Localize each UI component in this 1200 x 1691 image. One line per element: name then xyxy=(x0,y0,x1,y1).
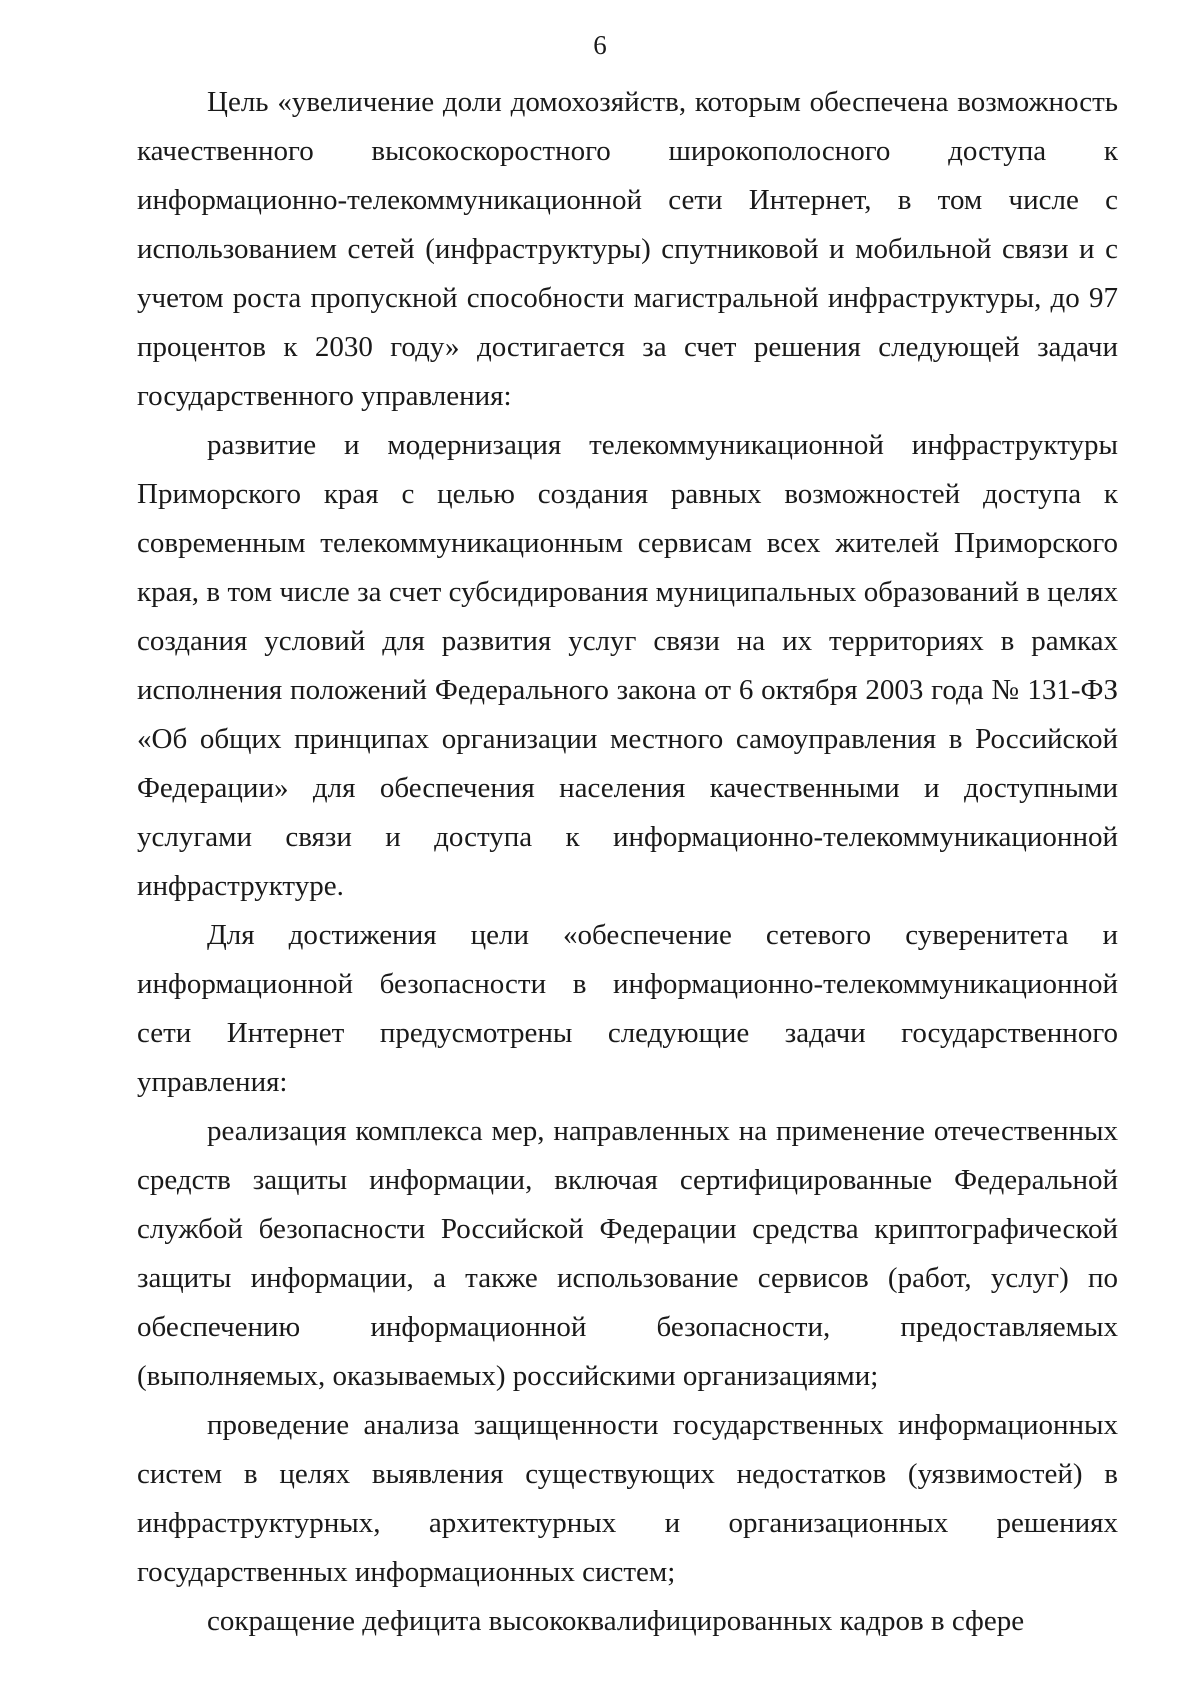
paragraph-task-security-analysis: проведение анализа защищенности государственных информационных систем в целях выявления существующих недостатков (уязвимостей) в инфраструктурных, архитектурных и организационных решениях государственных информационных систем; xyxy=(137,1409,1118,1588)
paragraph-task-telecom-infrastructure: развитие и модернизация телекоммуникационной инфраструктуры Приморского края с целью создания равных возможностей доступа к современным телекоммуникационным сервисам всех жителей Приморского края, в том числе за счет субсидирования муниципальных образований в целях создания условий для развития услуг связи на их территориях в рамках исполнения положений Федерального закона от 6 октября 2003 года № 131-ФЗ «Об общих принципах организации местного самоуправления в Российской Федерации» для обеспечения населения качественными и доступными услугами связи и доступа к информационно-телекоммуникационной инфраструктуре. xyxy=(137,429,1118,902)
paragraph-task-staff-shortage: сокращение дефицита высококвалифицированных кадров в сфере xyxy=(207,1605,1025,1637)
paragraph-goal-broadband: Цель «увеличение доли домохозяйств, которым обеспечена возможность качественного высокоскоростного широкополосного доступа к информационно-телекоммуникационной сети Интернет, в том числе с использованием сетей (инфраструктуры) спутниковой и мобильной связи и с учетом роста пропускной способности магистральной инфраструктуры, до 97 процентов к 2030 году» достигается за счет решения следующей задачи государственного управления: xyxy=(137,86,1118,412)
document-body xyxy=(137,78,1118,1646)
paragraph-goal-network-sovereignty: Для достижения цели «обеспечение сетевого суверенитета и информационной безопасности в информационно-телекоммуникационной сети Интернет предусмотрены следующие задачи государственного управления: xyxy=(137,919,1118,1098)
page-number: 6 xyxy=(593,30,607,60)
paragraph-task-domestic-protection: реализация комплекса мер, направленных на применение отечественных средств защиты информации, включая сертифицированные Федеральной службой безопасности Российской Федерации средства криптографической защиты информации, а также использование сервисов (работ, услуг) по обеспечению информационной безопасности, предоставляемых (выполняемых, оказываемых) российскими организациями; xyxy=(137,1115,1118,1392)
